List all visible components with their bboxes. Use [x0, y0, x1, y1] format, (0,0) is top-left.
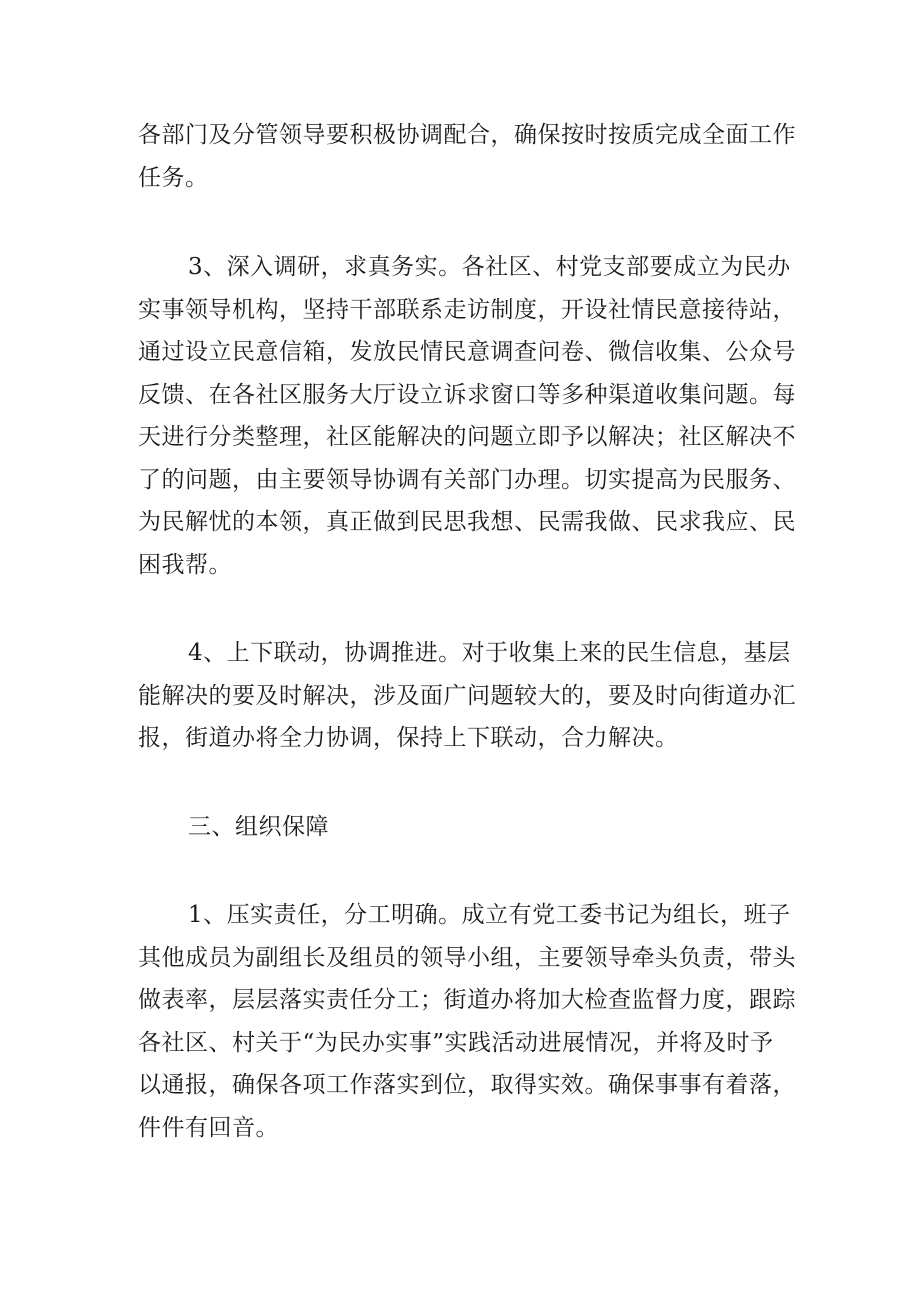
text-line: 困我帮。 [138, 551, 232, 578]
text-line: 以通报，确保各项工作落实到位，取得实效。确保事事有着落， [138, 1072, 796, 1098]
text-line: 实事领导机构，坚持干部联系走访制度，开设社情民意接待站， [138, 296, 796, 323]
text-line: 天进行分类整理，社区能解决的问题立即予以解决；社区解决不 [138, 424, 796, 450]
paragraph-item-3 [138, 246, 798, 586]
text-line: 其他成员为副组长及组员的领导小组，主要领导牵头负责，带头 [138, 944, 796, 971]
text-line: 了的问题，由主要领导协调有关部门办理。切实提高为民服务、 [138, 466, 796, 493]
text-line: 能解决的要及时解决，涉及面广问题较大的，要及时向街道办汇 [138, 682, 796, 709]
paragraph-item-1 [138, 894, 798, 1149]
text-line: 3、深入调研，求真务实。各社区、村党支部要成立为民办 [188, 254, 791, 280]
text-line: 做表率，层层落实责任分工；街道办将加大检查监督力度，跟踪 [138, 987, 796, 1013]
text-line: 通过设立民意信箱，发放民情民意调查问卷、微信收集、公众号 [138, 339, 796, 365]
text-line: 各部门及分管领导要积极协调配合，确保按时按质完成全面工作 [138, 122, 796, 148]
text-line: 各社区、村关于“为民办实事”实践活动进展情况，并将及时予 [138, 1029, 774, 1056]
text-line: 1、压实责任，分工明确。成立有党工委书记为组长，班子 [188, 902, 791, 928]
text-line: 三、组织保障 [188, 814, 329, 840]
text-line: 反馈、在各社区服务大厅设立诉求窗口等多种渠道收集问题。每 [138, 381, 796, 408]
text-line: 报，街道办将全力协调，保持上下联动，合力解决。 [138, 725, 679, 751]
text-line: 4、上下联动，协调推进。对于收集上来的民生信息，基层 [188, 640, 791, 666]
text-line: 为民解忧的本领，真正做到民思我想、民需我做、民求我应、民 [138, 509, 796, 535]
section-heading [138, 806, 798, 849]
text-line: 任务。 [138, 164, 209, 191]
text-line: 件件有回音。 [138, 1114, 279, 1141]
paragraph-continuation [138, 114, 798, 199]
paragraph-item-4 [138, 632, 798, 760]
